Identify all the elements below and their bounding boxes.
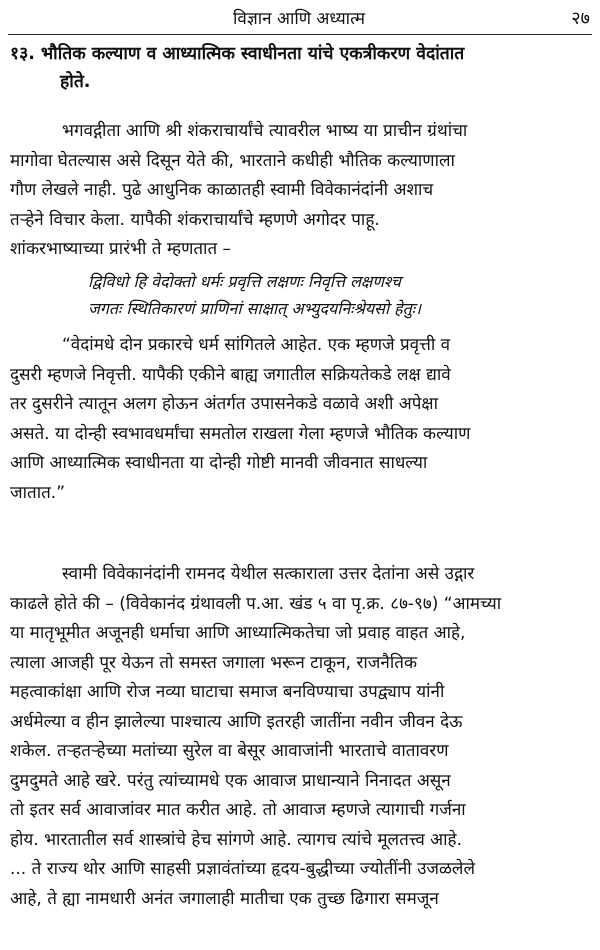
text-line: “वेदांमधे दोन प्रकारचे धर्म सांगितले आहेत. एक म्हणजे प्रवृत्ती व: [62, 335, 451, 355]
text-line: मागोवा घेतल्यास असे दिसून येते की, भारताने कधीही भौतिक कल्याणाला: [10, 150, 455, 171]
text-line: त्याला आजही पूर येऊन तो समस्त जगाला भरून टाकून, राजनैतिक: [10, 652, 418, 673]
text-line: महत्वाकांक्षा आणि रोज नव्या घाटाचा समाज बनविण्याचा उपद्व्याप यांनी: [10, 682, 445, 702]
text-line: या मातृभूमीत अजूनही धर्माचा आणि आध्यात्मिकतेचा जो प्रवाह वाहत आहे,: [10, 623, 466, 643]
running-title: विज्ञान आणि अध्यात्म: [232, 9, 366, 29]
verse-line: जगतः स्थितिकारणं प्राणिनां साक्षात् अभ्युदयनिःश्रेयसो हेतुः।: [88, 299, 422, 318]
text-line: दुसरी म्हणजे निवृत्ती. यापैकी एकीने बाह्य जगातील सक्रियतेकडे लक्ष द्यावे: [10, 364, 451, 385]
text-line: अर्धमेल्या व हीन झालेल्या पाश्चात्य आणि इतरही जातींना नवीन जीवन देऊ: [10, 711, 463, 732]
section-number: १३.: [10, 44, 35, 64]
text-line: तो इतर सर्व आवाजांवर मात करीत आहे. तो आवाज म्हणजे त्यागाची गर्जना: [10, 800, 466, 820]
text-line: जातात.”: [10, 482, 66, 503]
text-line: शांकरभाष्याच्या प्रारंभी ते म्हणतात –: [10, 239, 232, 259]
text-line: शकेल. तऱ्हतऱ्हेच्या मतांच्या सुरेल वा बेसूर आवाजांनी भारताचे वातावरण: [10, 741, 449, 761]
paragraph-1: [10, 117, 590, 265]
text-line: तर दुसरीने त्यातून अलग होऊन अंतर्गत उपासनेकडे वळावे अशी अपेक्षा: [10, 394, 439, 414]
text-line: काढले होते की – (विवेकानंद ग्रंथावली प.आ. खंड ५ वा पृ.क्र. ८७-९७) “आमच्या: [10, 593, 502, 614]
section-heading: [10, 40, 588, 96]
running-header: [8, 6, 590, 32]
text-line: ... ते राज्य थोर आणि साहसी प्रज्ञावंतांच्या हृदय-बुद्धीच्या ज्योतींनी उजळलेले: [10, 859, 475, 879]
text-line: स्वामी विवेकानंदांनी रामनद येथील सत्काराला उत्तर देतांना असे उद्गार: [62, 564, 475, 584]
page-number: २७: [571, 8, 590, 29]
section-title-line2: होते.: [60, 72, 91, 92]
verse-line: द्विविधो हि वेदोक्तो धर्मः प्रवृत्ति लक्षणः निवृत्ति लक्षणश्च: [88, 272, 401, 291]
text-line: दुमदुमते आहे खरे. परंतु त्यांच्यामधे एक आवाज प्राधान्याने निनादत असून: [10, 770, 451, 791]
sanskrit-verse: [88, 268, 580, 322]
text-line: तऱ्हेने विचार केला. यापैकी शंकराचार्यांचे म्हणणे अगोदर पाहू.: [10, 209, 380, 230]
text-line: आहे, ते ह्या नामधारी अनंत जगालाही मातीचा एक तुच्छ ढिगारा समजून: [10, 888, 439, 909]
text-line: गौण लेखले नाही. पुढे आधुनिक काळातही स्वामी विवेकानंदांनी अशाच: [10, 180, 434, 200]
paragraph-3: [10, 560, 590, 914]
section-title-line1: भौतिक कल्याण व आध्यात्मिक स्वाधीनता यांचे एकत्रीकरण वेदांतात: [40, 44, 465, 64]
paragraph-2: [10, 331, 590, 508]
text-line: भगवद्गीता आणि श्री शंकराचार्यांचे त्यावरील भाष्य या प्राचीन ग्रंथांचा: [62, 121, 468, 141]
text-line: होय. भारतातील सर्व शास्त्रांचे हेच सांगणे आहे. त्यागच त्यांचे मूलतत्त्व आहे.: [10, 829, 462, 850]
text-line: असते. या दोन्ही स्वभावधर्मांचा समतोल राखला गेला म्हणजे भौतिक कल्याण: [10, 423, 471, 444]
header-rule: [8, 34, 592, 35]
text-line: आणि आध्यात्मिक स्वाधीनता या दोन्ही गोष्टी मानवी जीवनात साधल्या: [10, 453, 428, 473]
